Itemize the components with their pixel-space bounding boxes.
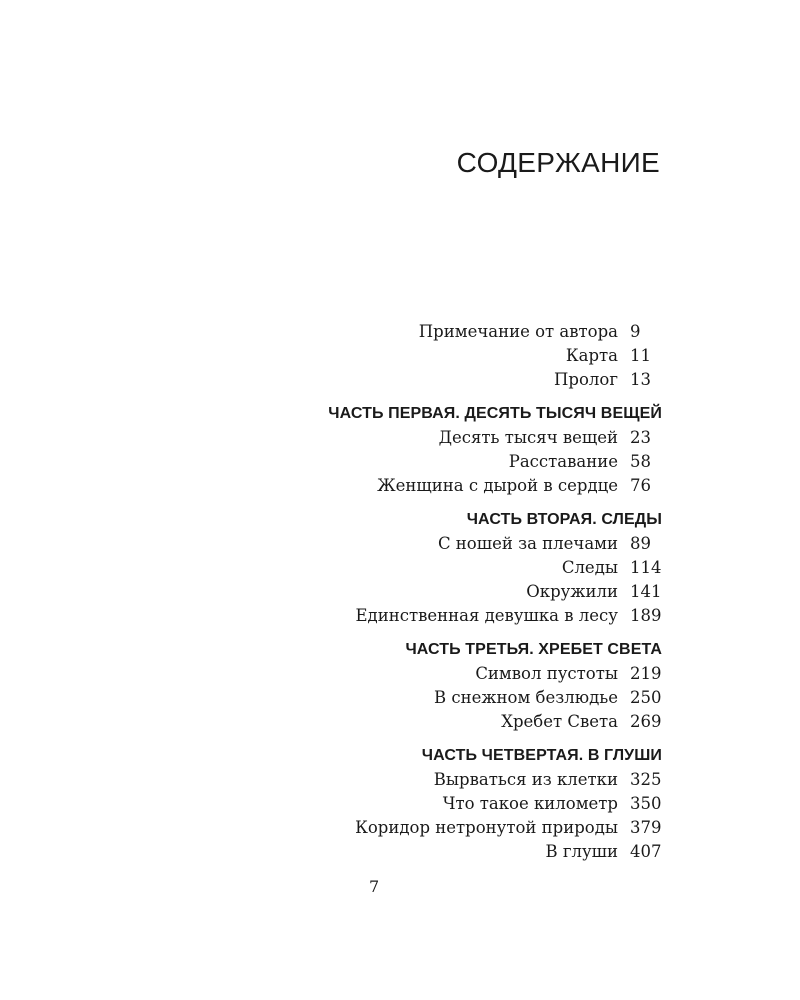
toc-entry-title: В глуши: [545, 842, 618, 861]
toc-entry-page: 219: [630, 664, 662, 683]
toc-entry-title: Десять тысяч вещей: [438, 428, 618, 447]
toc-entry-title: Следы: [561, 558, 618, 577]
toc-entry-page: 189: [630, 606, 662, 625]
part-group: [262, 508, 662, 628]
toc-entry-title: Что такое километр: [442, 794, 618, 813]
toc-entry: [262, 710, 662, 734]
toc-entry-page: 9: [630, 322, 641, 341]
toc-entry: [262, 450, 662, 474]
toc-entry-page: 141: [630, 582, 662, 601]
toc-entry-page: 407: [630, 842, 662, 861]
toc-entry-title: Символ пустоты: [475, 664, 618, 683]
toc-entry: [262, 556, 662, 580]
page-title: СОДЕРЖАНИЕ: [456, 147, 660, 178]
toc-entry: [262, 686, 662, 710]
toc-entry-title: Примечание от автора: [418, 322, 618, 341]
toc-entry-title: Пролог: [554, 370, 618, 389]
toc-entry-title: Женщина с дырой в сердце: [377, 476, 618, 495]
toc-entry: [262, 580, 662, 604]
part-heading: ЧАСТЬ ЧЕТВЕРТАЯ. В ГЛУШИ: [421, 747, 662, 764]
part-heading: ЧАСТЬ ТРЕТЬЯ. ХРЕБЕТ СВЕТА: [405, 641, 662, 658]
toc-entry-title: Единственная девушка в лесу: [355, 606, 618, 625]
toc-entry-title: Коридор нетронутой природы: [355, 818, 618, 837]
toc-entry: [262, 792, 662, 816]
toc-entry-page: 58: [630, 452, 651, 471]
toc-entry-title: С ношей за плечами: [437, 534, 618, 553]
toc-entry: [262, 320, 662, 344]
toc-entry-page: 89: [630, 534, 651, 553]
toc-entry-page: 269: [630, 712, 662, 731]
toc-entry: [262, 662, 662, 686]
table-of-contents: [262, 320, 662, 874]
part-group: [262, 638, 662, 734]
toc-entry: [262, 368, 662, 392]
toc-entry-title: В снежном безлюдье: [433, 688, 618, 707]
toc-entry: [262, 532, 662, 556]
toc-entry: [262, 604, 662, 628]
toc-entry-title: Вырваться из клетки: [433, 770, 618, 789]
toc-entry-page: 23: [630, 428, 651, 447]
toc-entry: [262, 840, 662, 864]
front-matter-group: [262, 320, 662, 392]
toc-entry: [262, 474, 662, 498]
toc-entry-page: 114: [630, 558, 662, 577]
toc-entry-page: 325: [630, 770, 662, 789]
toc-entry: [262, 768, 662, 792]
part-heading: ЧАСТЬ ПЕРВАЯ. ДЕСЯТЬ ТЫСЯЧ ВЕЩЕЙ: [328, 405, 662, 422]
toc-entry-title: Хребет Света: [501, 712, 618, 731]
part-group: [262, 744, 662, 864]
toc-entry-page: 379: [630, 818, 662, 837]
toc-entry-page: 250: [630, 688, 662, 707]
toc-entry-page: 13: [630, 370, 651, 389]
part-heading: ЧАСТЬ ВТОРАЯ. СЛЕДЫ: [466, 511, 662, 528]
toc-entry-title: Карта: [565, 346, 618, 365]
toc-entry-page: 350: [630, 794, 662, 813]
page-number: 7: [369, 877, 380, 896]
part-group: [262, 402, 662, 498]
toc-entry-title: Расставание: [508, 452, 618, 471]
toc-entry: [262, 344, 662, 368]
toc-entry: [262, 426, 662, 450]
toc-entry: [262, 816, 662, 840]
toc-entry-page: 11: [630, 346, 651, 365]
toc-entry-page: 76: [630, 476, 651, 495]
toc-entry-title: Окружили: [526, 582, 618, 601]
